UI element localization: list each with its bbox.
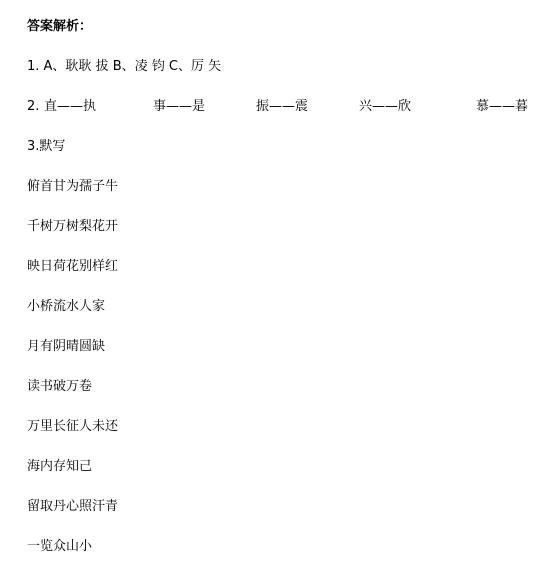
- dictation-line: 读书破万卷: [27, 379, 93, 394]
- question-2-answer: [27, 98, 552, 116]
- question-2-number: 2.: [27, 99, 40, 114]
- word-pair: 兴——欣: [359, 99, 412, 114]
- dictation-line: 万里长征人未还: [27, 419, 119, 434]
- dictation-line: 留取丹心照汗青: [27, 499, 119, 514]
- question-1-answer: 1. A、耿耿 拔 B、凌 钧 C、厉 矢: [27, 59, 222, 74]
- dictation-line: 海内存知己: [27, 459, 93, 474]
- question-3-label: 3.默写: [27, 139, 66, 154]
- dictation-line: 映日荷花别样红: [27, 259, 119, 274]
- word-pair: 振——震: [256, 99, 309, 114]
- word-pair: 慕——暮: [476, 99, 529, 114]
- word-pair: 直——执: [44, 99, 97, 114]
- dictation-line: 千树万树梨花开: [27, 219, 119, 234]
- dictation-line: 一览众山小: [27, 539, 93, 554]
- word-pair: 事——是: [153, 99, 206, 114]
- dictation-line: 小桥流水人家: [27, 299, 106, 314]
- answer-heading: 答案解析：: [27, 19, 93, 34]
- dictation-line: 俯首甘为孺子牛: [27, 179, 119, 194]
- dictation-line: 月有阴晴圆缺: [27, 339, 106, 354]
